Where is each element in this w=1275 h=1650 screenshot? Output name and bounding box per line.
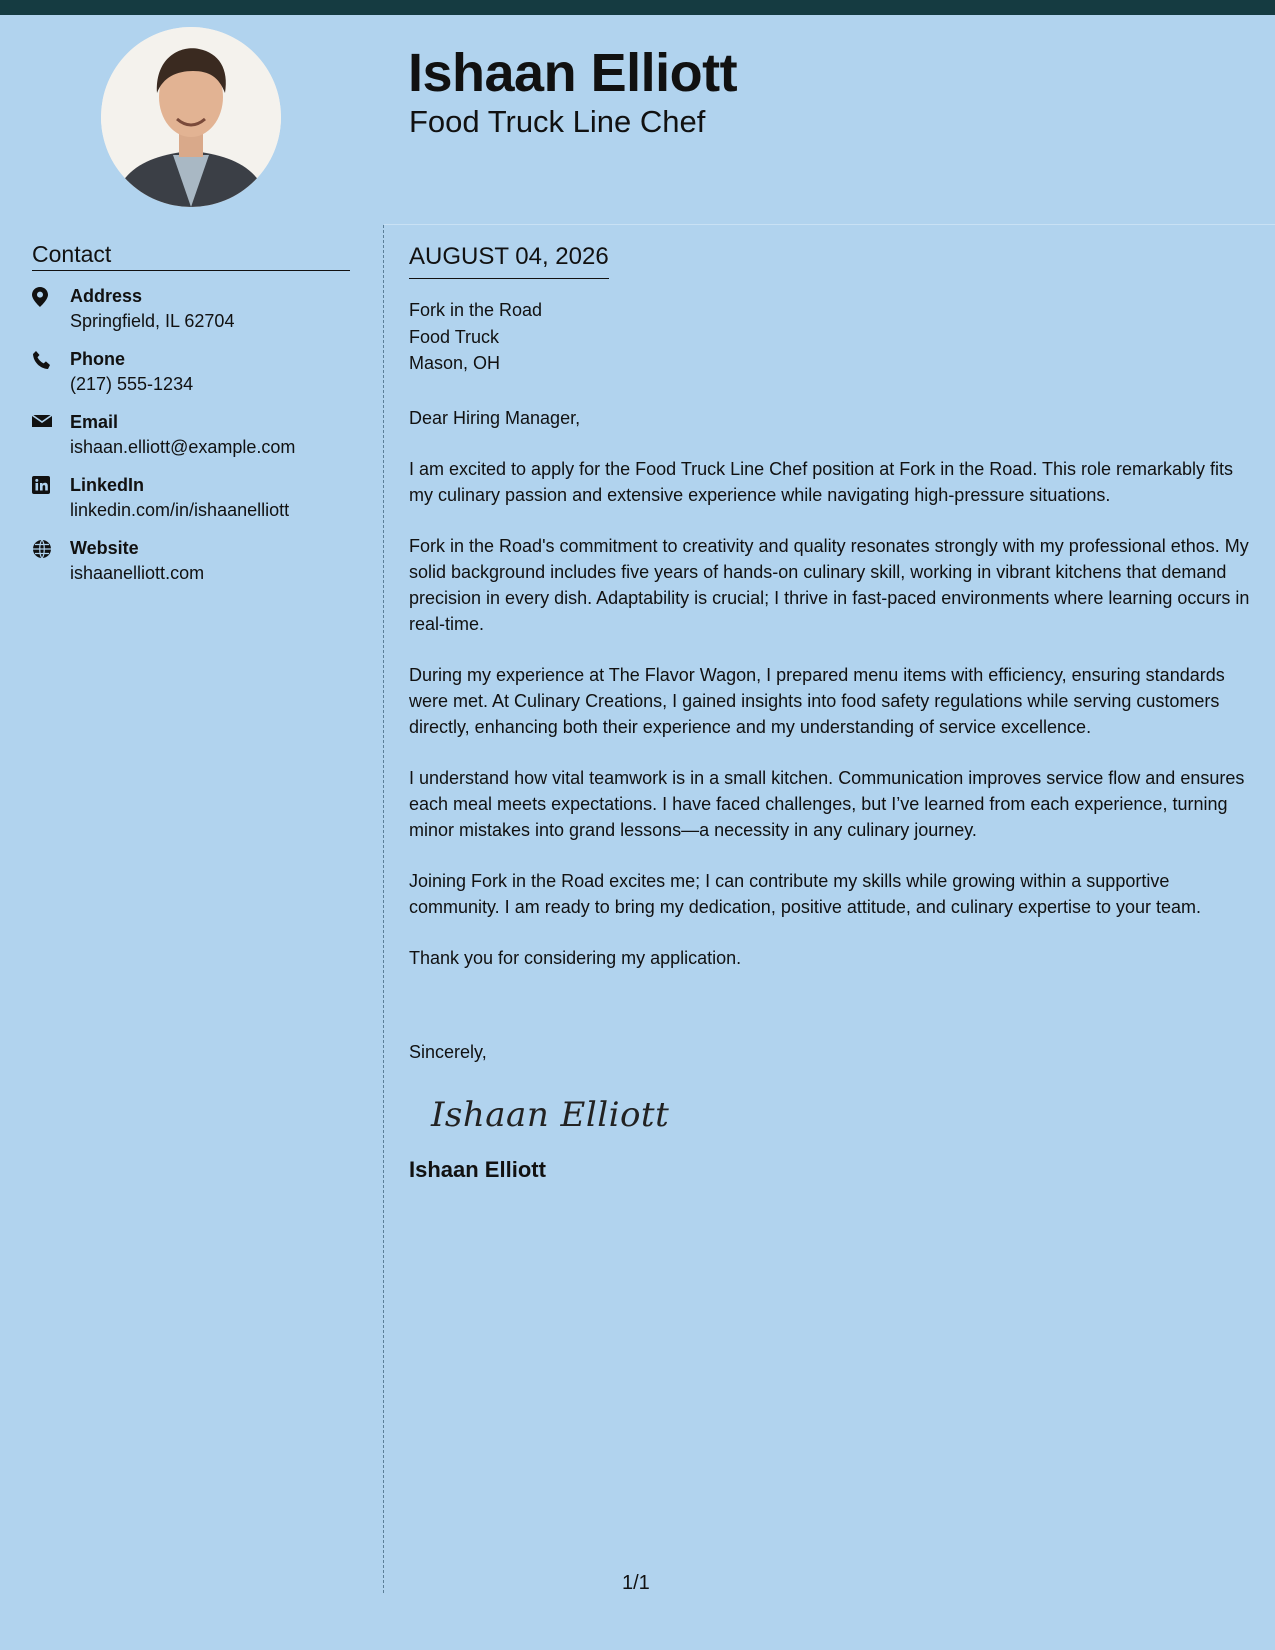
- map-pin-icon: [32, 284, 70, 347]
- contact-linkedin: [32, 473, 372, 536]
- top-bar: [0, 0, 1275, 15]
- letter-paragraph: During my experience at The Flavor Wagon, I prepared menu items with efficiency, ensuring standards were met. At Culinary Creations, I gained insights into food safety regulations while serving customers directly, enhancing both their experience and my understanding of service excellence.: [409, 664, 1225, 737]
- globe-icon: [32, 536, 70, 599]
- website-label: Website: [70, 538, 139, 558]
- recipient-block: [409, 297, 1254, 377]
- letter-paragraph: Joining Fork in the Road excites me; I can contribute my skills while growing within a supportive community. I am ready to bring my dedication, positive attitude, and culinary expertise to your team.: [409, 870, 1202, 917]
- phone-icon: [32, 347, 70, 410]
- letter-paragraph: I understand how vital teamwork is in a small kitchen. Communication improves service flow and ensures each meal meets expectations. I have faced challenges, but I’ve learned from each experience, turning minor mistakes into grand lessons—a necessity in any culinary journey.: [409, 767, 1245, 840]
- email-label: Email: [70, 412, 119, 432]
- contact-address: [32, 284, 372, 347]
- signature: Ishaan Elliott: [431, 1094, 670, 1135]
- address-label: Address: [70, 286, 143, 306]
- phone-value: (217) 555-1234: [70, 374, 194, 394]
- linkedin-value[interactable]: linkedin.com/in/ishaanelliott: [70, 500, 290, 520]
- applicant-name: Ishaan Elliott: [408, 43, 738, 103]
- recipient-line: Fork in the Road: [409, 300, 543, 320]
- header-divider: [384, 224, 1275, 225]
- letter-paragraph: I am excited to apply for the Food Truck Line Chef position at Fork in the Road. This role remarkably fits my culinary passion and extensive experience while navigating high-pressure situations.: [409, 458, 1234, 505]
- page-number: 1/1: [622, 1572, 650, 1594]
- profile-photo: [101, 27, 281, 207]
- contact-website: [32, 536, 372, 599]
- email-value: ishaan.elliott@example.com: [70, 437, 296, 457]
- column-divider: [383, 225, 384, 1593]
- applicant-role: Food Truck Line Chef: [409, 104, 706, 139]
- salutation: Dear Hiring Manager,: [409, 407, 581, 428]
- contact-list: [32, 284, 372, 599]
- letter-paragraph: Thank you for considering my application.: [409, 947, 742, 968]
- website-value[interactable]: ishaanelliott.com: [70, 563, 205, 583]
- linkedin-icon: [32, 473, 70, 536]
- recipient-line: Food Truck: [409, 326, 500, 347]
- contact-heading: Contact: [32, 240, 350, 271]
- phone-label: Phone: [70, 349, 126, 369]
- linkedin-label: LinkedIn: [70, 475, 145, 495]
- closing: Sincerely,: [409, 1041, 487, 1062]
- contact-phone: [32, 347, 372, 410]
- address-value: Springfield, IL 62704: [70, 311, 235, 331]
- signoff-name: Ishaan Elliott: [409, 1156, 546, 1182]
- letter-paragraph: Fork in the Road's commitment to creativity and quality resonates strongly with my professional ethos. My solid background includes five years of hands-on culinary skill, working in vibrant kitchens that demand precision in every dish. Adaptability is crucial; I thrive in fast-paced environments where learning occurs in real-time.: [409, 535, 1250, 634]
- recipient-line: Mason, OH: [409, 353, 501, 373]
- letter-body: [409, 242, 1254, 1183]
- email-icon: [32, 410, 70, 473]
- contact-email: [32, 410, 372, 473]
- letter-date: AUGUST 04, 2026: [409, 242, 609, 279]
